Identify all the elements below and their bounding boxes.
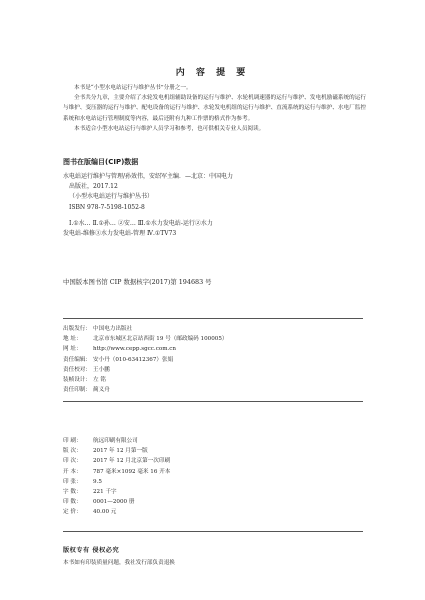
print-key: 印 刷： [63,438,82,444]
copyright-notice: 本书如有印装质量问题，我社发行部负责退换 [63,560,175,566]
print-row [63,467,363,477]
print-row [63,446,363,456]
print-value: 787 毫米×1092 毫米 16 开本 [93,468,171,475]
cip-record [63,172,363,239]
pub-key: 网 址： [63,346,82,353]
print-value: 221 千字 [93,488,117,495]
pub-row [63,334,363,344]
cip-line: 水电站运行维护与管理/孙效伟，安绍军主编．—北京：中国电力 [63,173,234,180]
print-row [63,487,363,497]
cip-line: 出版社，2017.12 [69,183,118,191]
cip-number: 中国版本图书馆 CIP 数据核字(2017)第 194683 号 [63,278,212,286]
pub-value: 安小丹（010-63412367）张娟 [93,356,174,363]
pub-value: 中国电力出版社 [93,326,133,332]
pub-row [63,355,363,365]
print-row [63,497,363,507]
print-key: 开 本： [63,468,82,475]
pub-key: 责任印制： [63,387,91,394]
pub-value: 北京市东城区北京站西街 19 号（邮政编码 100005） [93,336,228,343]
divider-rule [63,318,363,319]
pub-value: http://www.cepp.sgcc.com.cn [93,346,177,353]
print-row [63,477,363,487]
cip-line: ISBN 978-7-5198-1052-8 [69,203,145,211]
pub-key: 责任编辑： [63,356,91,363]
print-row [63,456,363,466]
pub-row [63,365,363,375]
print-key: 印 数： [63,499,82,506]
print-key: 印 次： [63,458,82,465]
abstract-paragraph: 本书是“小型水电站运行与维护丛书”分册之一。 [74,85,192,91]
print-value: 航远印刷有限公司 [93,438,138,444]
pub-key: 地 址： [63,336,82,343]
pub-value: 王小鹏 [93,366,110,373]
abstract-title: 内 容 提 要 [175,68,250,78]
publication-info [63,324,363,395]
pub-key: 装帧设计： [63,376,91,383]
print-key: 印 张： [63,478,82,485]
print-key: 字 数： [63,488,82,495]
print-value: 9.5 [93,478,102,485]
pub-value: 蔺义舟 [93,387,110,394]
print-value: 2017 年 12 月第一版 [93,448,148,455]
divider-rule [63,531,363,532]
cip-line: Ⅰ.①水… Ⅱ.①孙… ②安… Ⅲ.①水力发电站-运行②水力 [69,219,213,227]
cip-title: 图书在版编目(CIP)数据 [63,158,139,166]
divider-rule [63,401,363,402]
abstract-paragraph: 全书共分九章，主要介绍了水轮发电机组辅助设备的运行与维护、水轮机调速器的运行与维护、发电机励磁系统的运行与维护、变压器的运行与维护、配电设备的运行与维护、水轮发电机组的运行与维护、直流系统的运行与维护、水电厂监控系统和水电站运行管理制度等内容，最后还附有九种工作票的格式作为参考。 [63,95,366,122]
cip-line: （小型水电站运行与维护丛书） [69,193,154,201]
pub-row [63,385,363,395]
print-row [63,436,363,446]
print-value: 40.00 元 [93,509,117,516]
abstract-body [63,83,366,134]
print-value: 0001—2000 册 [93,499,135,506]
print-value: 2017 年 12 月北京第一次印刷 [93,458,171,465]
abstract-paragraph: 本书适合小型水电站运行与维护人员学习和参考，也可供相关专业人员阅读。 [74,125,265,132]
pub-key: 责任校对： [63,366,91,373]
copyright-title: 版权专有 侵权必究 [63,547,120,554]
cip-line: 发电站-维修③水力发电站-管理 Ⅳ.①TV73 [63,230,177,238]
print-key: 定 价： [63,509,82,516]
pub-value: 左 铭 [93,376,106,383]
print-row [63,507,363,517]
printing-info [63,436,363,518]
pub-row [63,375,363,385]
pub-key: 出版发行： [63,326,91,332]
pub-row [63,324,363,334]
pub-row [63,344,363,354]
print-key: 版 次： [63,448,82,455]
